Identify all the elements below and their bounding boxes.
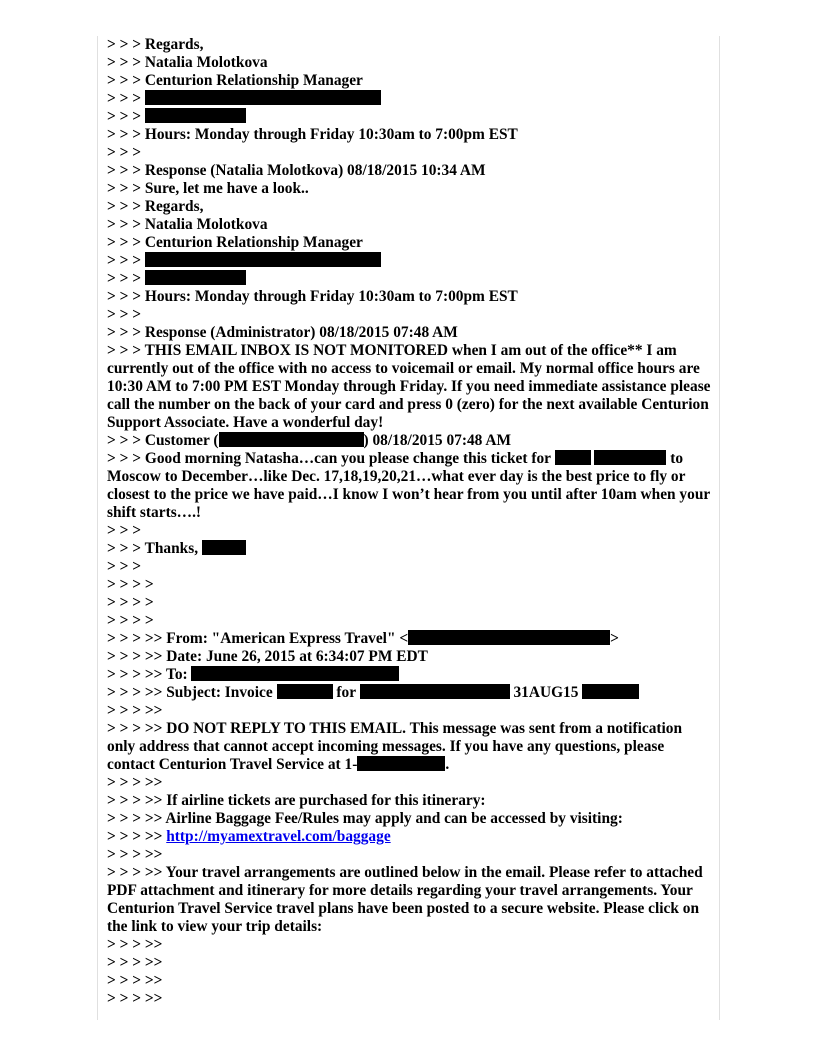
page-border-left xyxy=(97,36,98,1020)
to-label: > > > >> To: xyxy=(107,666,192,683)
blank-quote-line: > > > xyxy=(107,558,142,575)
redaction-block xyxy=(145,108,246,123)
date-header: > > > >> Date: June 26, 2015 at 6:34:07 PM EDT xyxy=(107,648,428,665)
redaction-block xyxy=(145,270,246,285)
email-document xyxy=(107,36,711,1008)
blank-quote-line: > > > >> xyxy=(107,990,163,1007)
redaction-block xyxy=(408,630,610,645)
from-header xyxy=(107,630,711,648)
redaction-block xyxy=(357,756,445,771)
subject-text: 31AUG15 xyxy=(509,684,583,701)
quote-prefix: > > > >> xyxy=(107,828,167,845)
signature-name: > > > Natalia Molotkova xyxy=(107,54,268,71)
redacted-line xyxy=(107,252,711,270)
notice-text: . xyxy=(445,756,450,773)
subject-text: for xyxy=(332,684,360,701)
airline-line: > > > >> If airline tickets are purchased for this itinerary: xyxy=(107,792,486,809)
response-header: > > > Response (Natalia Molotkova) 08/18/2015 10:34 AM xyxy=(107,162,486,179)
hours-line: > > > Hours: Monday through Friday 10:30am to 7:00pm EST xyxy=(107,126,518,143)
customer-header xyxy=(107,432,711,450)
blank-quote-line: > > > > xyxy=(107,576,154,593)
response-text: > > > Sure, let me have a look.. xyxy=(107,180,309,197)
redaction-block xyxy=(145,252,381,267)
message-text: Moscow to December…like Dec. 17,18,19,20,21…what ever day is the best price to fly or closest to the price we have paid…I know I won’t hear from you until after 10am when your shift starts….! xyxy=(107,468,710,521)
blank-quote-line: > > > >> xyxy=(107,774,163,791)
redaction-block xyxy=(277,684,333,699)
thanks-line xyxy=(107,540,711,558)
signature-title: > > > Centurion Relationship Manager xyxy=(107,234,363,251)
signature-title: > > > Centurion Relationship Manager xyxy=(107,72,363,89)
blank-quote-line: > > > >> xyxy=(107,972,163,989)
blank-quote-line: > > > xyxy=(107,144,142,161)
arrangements-message: > > > >> Your travel arrangements are outlined below in the email. Please refer to attached PDF attachment and itinerary for more details regarding your travel arrangements. Your Centurion Travel Service travel plans have been posted to a secure website. Please click on the link to view your trip details: xyxy=(107,864,703,935)
baggage-line: > > > >> Airline Baggage Fee/Rules may apply and can be accessed by visiting: xyxy=(107,810,623,827)
to-header xyxy=(107,666,711,684)
blank-quote-line: > > > xyxy=(107,306,142,323)
quote-prefix: > > > xyxy=(107,270,145,287)
response-header: > > > Response (Administrator) 08/18/2015 07:48 AM xyxy=(107,324,458,341)
baggage-link[interactable]: http://myamextravel.com/baggage xyxy=(166,828,391,845)
hours-line: > > > Hours: Monday through Friday 10:30am to 7:00pm EST xyxy=(107,288,518,305)
blank-quote-line: > > > > xyxy=(107,612,154,629)
page-border-right xyxy=(719,36,720,1020)
redacted-line xyxy=(107,108,711,126)
customer-message xyxy=(107,450,711,522)
redaction-block xyxy=(582,684,639,699)
customer-prefix: > > > Customer ( xyxy=(107,432,219,449)
regards-line: > > > Regards, xyxy=(107,198,204,215)
quote-prefix: > > > xyxy=(107,108,145,125)
message-text: to xyxy=(666,450,684,467)
notice-text: > > > >> DO NOT REPLY TO THIS EMAIL. This message was sent from a notification only address that cannot accept incoming messages. If you have any questions, please contact Centurion Travel Service at 1- xyxy=(107,720,683,773)
redaction-block xyxy=(360,684,510,699)
quote-prefix: > > > xyxy=(107,90,145,107)
blank-quote-line: > > > > xyxy=(107,594,154,611)
thanks-text: > > > Thanks, xyxy=(107,540,202,557)
redacted-line xyxy=(107,90,711,108)
customer-timestamp: ) 08/18/2015 07:48 AM xyxy=(363,432,511,449)
subject-label: > > > >> Subject: Invoice xyxy=(107,684,277,701)
blank-quote-line: > > > >> xyxy=(107,702,163,719)
noreply-notice xyxy=(107,720,711,774)
redaction-block xyxy=(145,90,381,105)
from-label: > > > >> From: "American Express Travel" < xyxy=(107,630,409,647)
blank-quote-line: > > > >> xyxy=(107,936,163,953)
blank-quote-line: > > > xyxy=(107,522,142,539)
signature-name: > > > Natalia Molotkova xyxy=(107,216,268,233)
subject-header xyxy=(107,684,711,702)
blank-quote-line: > > > >> xyxy=(107,954,163,971)
redaction-block xyxy=(555,450,591,465)
redacted-line xyxy=(107,270,711,288)
redaction-block xyxy=(594,450,666,465)
redaction-block xyxy=(219,432,364,447)
redaction-block xyxy=(202,540,246,555)
redaction-block xyxy=(191,666,399,681)
baggage-link-line xyxy=(107,828,711,846)
regards-line: > > > Regards, xyxy=(107,36,204,53)
from-close: > xyxy=(610,630,619,647)
auto-reply-message: > > > THIS EMAIL INBOX IS NOT MONITORED when I am out of the office** I am currently out of the office with no access to voicemail or email. My normal office hours are 10:30 AM to 7:00 PM EST Monday through Friday. If you need immediate assistance please call the number on the back of your card and press 0 (zero) for the next available Centurion Support Associate. Have a wonderful day! xyxy=(107,342,711,431)
blank-quote-line: > > > >> xyxy=(107,846,163,863)
quote-prefix: > > > xyxy=(107,252,145,269)
message-text: > > > Good morning Natasha…can you please change this ticket for xyxy=(107,450,555,467)
